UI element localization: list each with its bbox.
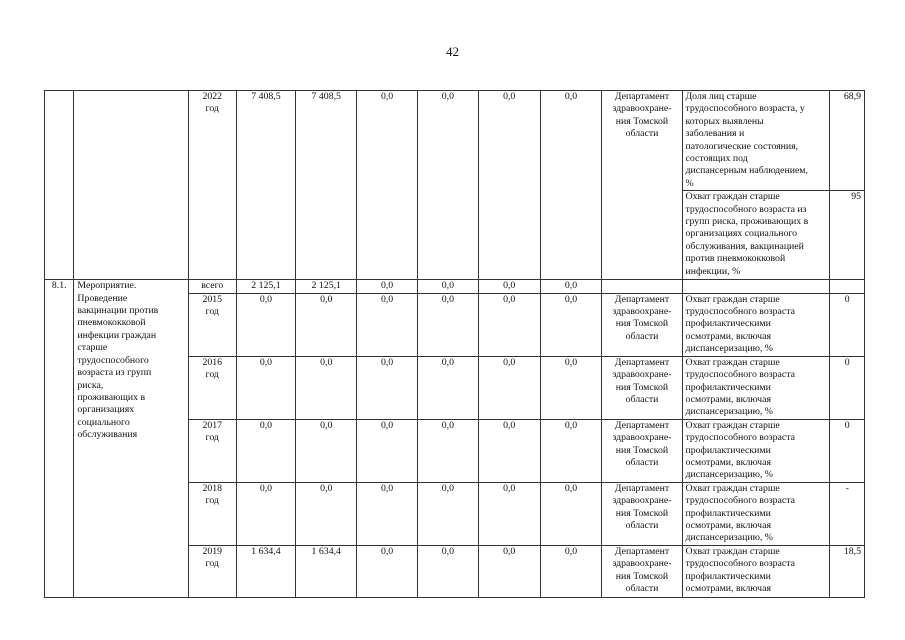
executor-cell: Департамент здравоохране- ния Томской области — [602, 419, 682, 482]
year-cell: 2016 год — [188, 356, 236, 419]
value-cell: 0 — [830, 419, 865, 482]
value-cell — [830, 280, 865, 293]
funding-cell: 0,0 — [478, 280, 540, 293]
number-cell — [45, 91, 74, 280]
funding-cell: 2 125,1 — [296, 280, 357, 293]
program-table — [44, 90, 865, 598]
indicator-cell: Охват граждан старше трудоспособного возраста профилактическими осмотрами, включая диспансеризацию, % — [682, 419, 830, 482]
funding-cell: 0,0 — [417, 293, 478, 356]
summary-label: всего — [188, 280, 236, 293]
funding-cell: 0,0 — [478, 482, 540, 545]
funding-cell: 0,0 — [296, 419, 357, 482]
funding-cell: 0,0 — [357, 91, 418, 280]
total-cell: 7 408,5 — [236, 91, 296, 280]
funding-cell: 1 634,4 — [296, 545, 357, 597]
measure-name: Мероприятие. Проведение вакцинации против пневмококковой инфекции граждан старше трудоспособного возраста из групп риска, проживающих в организациях социального обслуживания — [74, 280, 189, 598]
funding-cell: 0,0 — [540, 356, 602, 419]
funding-cell: 0,0 — [417, 419, 478, 482]
executor-cell: Департамент здравоохране- ния Томской области — [602, 91, 682, 280]
funding-cell: 0,0 — [540, 280, 602, 293]
total-cell: 0,0 — [236, 293, 296, 356]
year-cell: 2019 год — [188, 545, 236, 597]
total-cell: 1 634,4 — [236, 545, 296, 597]
page-number: 42 — [446, 44, 459, 59]
indicator-cell: Охват граждан старше трудоспособного возраста профилактическими осмотрами, включая диспансеризацию, % — [682, 482, 830, 545]
funding-cell: 0,0 — [478, 293, 540, 356]
name-cell — [74, 91, 189, 280]
funding-cell: 0,0 — [296, 293, 357, 356]
indicator-cell: Доля лиц старше трудоспособного возраста, у которых выявлены заболевания и патологические состояния, состоящих под диспансерным наблюдением, % — [682, 91, 830, 191]
funding-cell: 0,0 — [540, 91, 602, 280]
funding-cell: 0,0 — [540, 293, 602, 356]
funding-cell: 0,0 — [296, 356, 357, 419]
year-cell: 2022 год — [188, 91, 236, 280]
total-cell: 0,0 — [236, 482, 296, 545]
executor-cell — [602, 280, 682, 293]
funding-cell: 0,0 — [296, 482, 357, 545]
value-cell: - — [830, 482, 865, 545]
executor-cell: Департамент здравоохране- ния Томской области — [602, 545, 682, 597]
funding-cell: 0,0 — [540, 482, 602, 545]
value-cell: 0 — [830, 293, 865, 356]
indicator-cell: Охват граждан старше трудоспособного возраста профилактическими осмотрами, включая — [682, 545, 830, 597]
table-row — [45, 280, 865, 293]
year-cell: 2015 год — [188, 293, 236, 356]
indicator-cell: Охват граждан старше трудоспособного возраста из групп риска, проживающих в организациях социального обслуживания, вакцинацией против пневмококковой инфекции, % — [682, 191, 830, 280]
funding-cell: 0,0 — [357, 356, 418, 419]
funding-cell: 0,0 — [478, 419, 540, 482]
table-row — [45, 91, 865, 191]
value-cell: 18,5 — [830, 545, 865, 597]
funding-cell: 7 408,5 — [296, 91, 357, 280]
funding-cell: 0,0 — [478, 91, 540, 280]
value-cell: 95 — [830, 191, 865, 280]
value-cell: 68,9 — [830, 91, 865, 191]
funding-cell: 0,0 — [478, 545, 540, 597]
funding-cell: 0,0 — [417, 280, 478, 293]
indicator-cell — [682, 280, 830, 293]
year-cell: 2017 год — [188, 419, 236, 482]
indicator-cell: Охват граждан старше трудоспособного возраста профилактическими осмотрами, включая диспансеризацию, % — [682, 293, 830, 356]
funding-cell: 0,0 — [478, 356, 540, 419]
indicator-cell: Охват граждан старше трудоспособного возраста профилактическими осмотрами, включая диспансеризацию, % — [682, 356, 830, 419]
executor-cell: Департамент здравоохране- ния Томской области — [602, 356, 682, 419]
year-cell: 2018 год — [188, 482, 236, 545]
funding-cell: 0,0 — [540, 419, 602, 482]
funding-cell: 0,0 — [357, 482, 418, 545]
funding-cell: 0,0 — [357, 280, 418, 293]
funding-cell: 0,0 — [357, 419, 418, 482]
funding-cell: 0,0 — [417, 545, 478, 597]
funding-cell: 0,0 — [357, 293, 418, 356]
funding-cell: 0,0 — [417, 482, 478, 545]
value-cell: 0 — [830, 356, 865, 419]
executor-cell: Департамент здравоохране- ния Томской области — [602, 482, 682, 545]
funding-cell: 0,0 — [357, 545, 418, 597]
executor-cell: Департамент здравоохране- ния Томской области — [602, 293, 682, 356]
funding-cell: 0,0 — [417, 91, 478, 280]
total-cell: 0,0 — [236, 356, 296, 419]
total-cell: 0,0 — [236, 419, 296, 482]
funding-cell: 0,0 — [540, 545, 602, 597]
total-cell: 2 125,1 — [236, 280, 296, 293]
funding-cell: 0,0 — [417, 356, 478, 419]
measure-number: 8.1. — [45, 280, 74, 598]
